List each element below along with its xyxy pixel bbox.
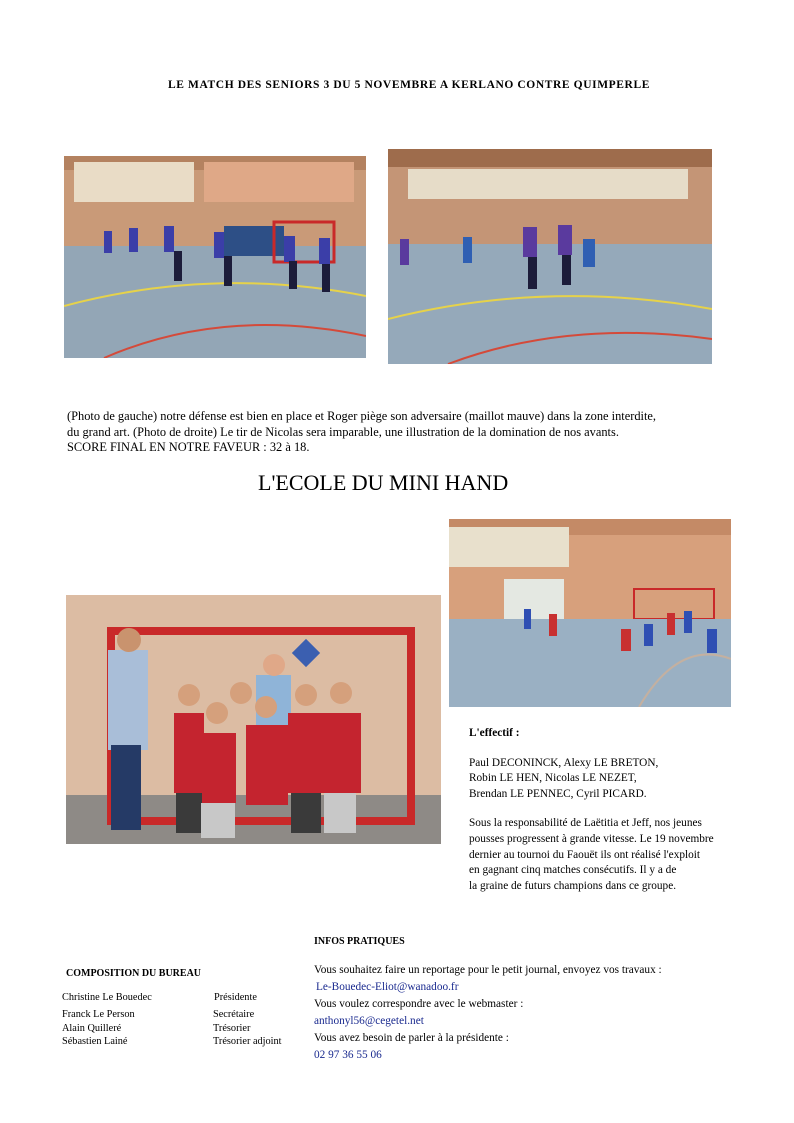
effectif-heading: L'effectif : <box>469 727 520 739</box>
infos-block <box>314 962 662 1064</box>
infos-line: Vous avez besoin de parler à la présidente : <box>314 1032 509 1044</box>
bureau-member-role: Trésorier adjoint <box>213 1036 282 1047</box>
bureau-member-name: Christine Le Bouedec <box>62 992 152 1003</box>
effectif-paragraph-line: la graine de futurs champions dans ce groupe. <box>469 879 677 892</box>
caption-line: du grand art. (Photo de droite) Le tir de Nicolas sera imparable, une illustration de la domination de nos avants. <box>67 424 619 439</box>
match-caption <box>67 409 747 456</box>
bureau-member-name: Sébastien Lainé <box>62 1036 128 1047</box>
bureau-member-role: Présidente <box>214 992 257 1003</box>
bureau-member-name: Alain Quilleré <box>62 1023 122 1034</box>
bureau-title: COMPOSITION DU BUREAU <box>66 968 202 979</box>
bureau-member-name: Franck Le Person <box>62 1009 135 1020</box>
caption-score: SCORE FINAL EN NOTRE FAVEUR : 32 à 18. <box>67 440 310 454</box>
effectif-names-line: Brendan LE PENNEC, Cyril PICARD. <box>469 787 647 800</box>
page-title: LE MATCH DES SENIORS 3 DU 5 NOVEMBRE A KERLANO CONTRE QUIMPERLE <box>168 79 650 91</box>
effectif-paragraph-line: dernier au tournoi du Faouët ils ont réalisé l'exploit <box>469 848 701 861</box>
bureau-member-role: Trésorier <box>213 1023 251 1034</box>
president-phone: 02 97 36 55 06 <box>314 1049 382 1061</box>
bureau-member-role: Secrétaire <box>213 1009 255 1020</box>
caption-line: (Photo de gauche) notre défense est bien en place et Roger piège son adversaire (maillot mauve) dans la zone interdite, <box>67 409 657 423</box>
effectif-paragraph-line: en gagnant cinq matches consécutifs. Il y a de <box>469 864 677 877</box>
effectif-names-line: Paul DECONINCK, Alexy LE BRETON, <box>469 756 659 769</box>
effectif-paragraph-line: Sous la responsabilité de Laëtitia et Jeff, nos jeunes <box>469 817 702 830</box>
infos-line: Vous voulez correspondre avec le webmaster : <box>314 998 524 1010</box>
minihand-play-photo <box>449 519 731 707</box>
minihand-group-photo <box>66 595 441 844</box>
journal-email-link[interactable]: Le-Bouedec-Eliot@wanadoo.fr <box>316 981 459 993</box>
infos-title: INFOS PRATIQUES <box>314 936 405 947</box>
effectif-paragraph-line: pousses progressent à grande vitesse. Le 19 novembre <box>469 832 714 845</box>
section-title: L'ECOLE DU MINI HAND <box>258 470 509 495</box>
effectif-names-line: Robin LE HEN, Nicolas LE NEZET, <box>469 772 637 785</box>
effectif-block <box>469 726 769 894</box>
match-photo-left <box>64 156 366 358</box>
webmaster-email-link[interactable]: anthonyl56@cegetel.net <box>314 1015 424 1027</box>
match-photo-right <box>388 149 712 364</box>
infos-line: Vous souhaitez faire un reportage pour le petit journal, envoyez vos travaux : <box>314 964 662 976</box>
